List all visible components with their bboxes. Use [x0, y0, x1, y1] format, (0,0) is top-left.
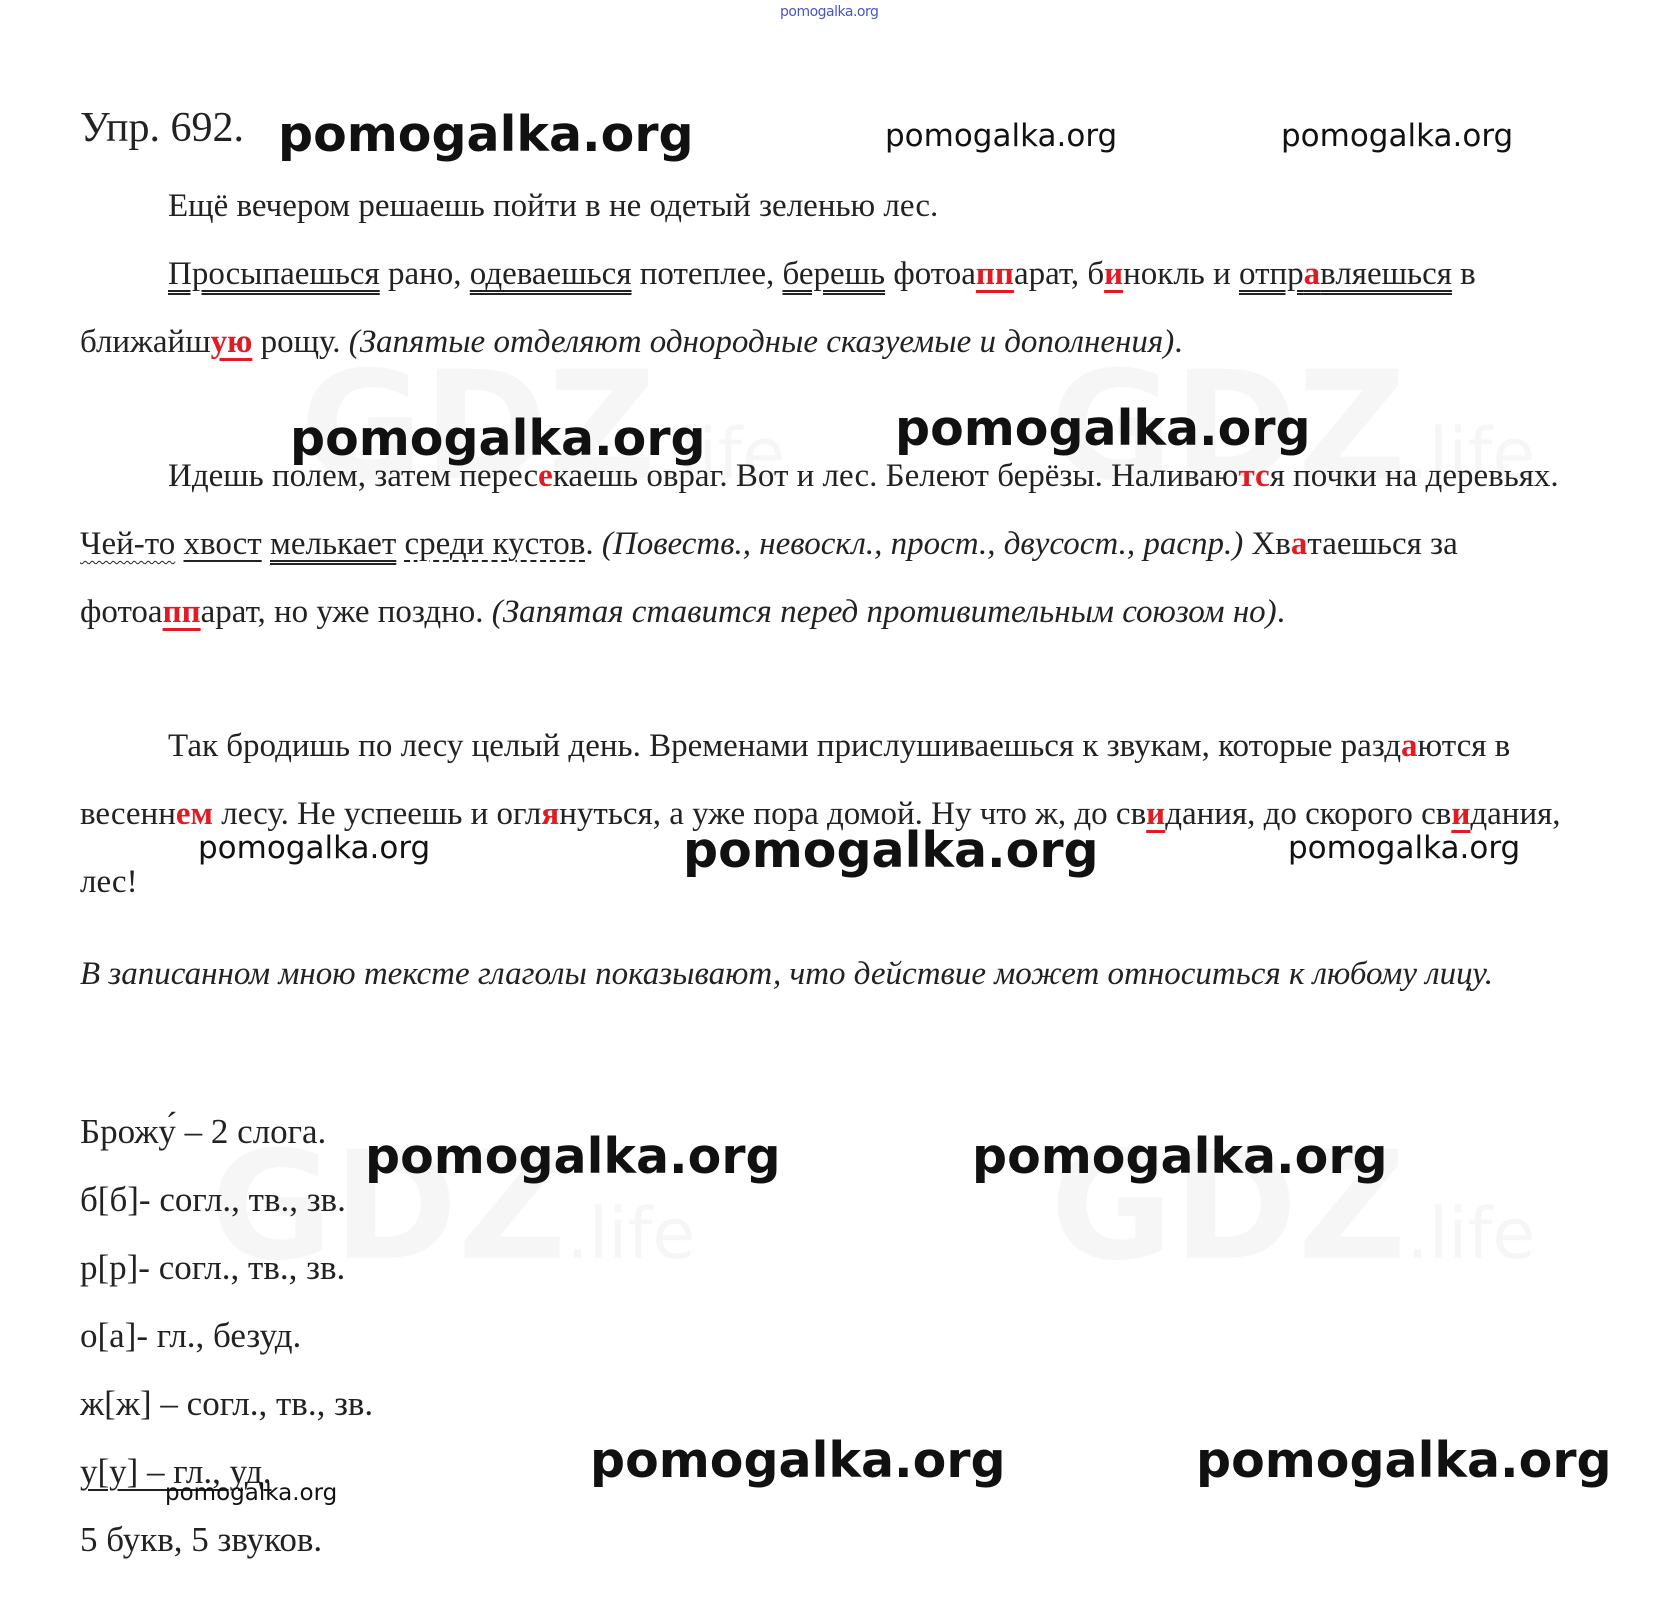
exercise-title: Упр. 692.: [80, 105, 245, 151]
paragraph-2: Просыпаешься рано, одеваешься потеплее, берешь фотоаппарат, бинокль и отправляешься в ближайшую рощу. (Запятые отделяют однородные сказуемые и дополнения).: [80, 256, 1476, 360]
highlight: а: [1401, 728, 1418, 764]
watermark: pomogalka.org: [278, 106, 694, 163]
watermark: pomogalka.org: [165, 1480, 338, 1506]
highlight: ем: [175, 796, 213, 832]
subject: хвост: [183, 526, 262, 562]
paragraph-4: Так бродишь по лесу целый день. Временами прислушиваешься к звукам, которые раздаются в весеннем лесу. Не успеешь и оглянуться, а уже пора домой. Ну что ж, до свидания, до скорого свидания, лес!: [80, 728, 1561, 900]
predicate: берешь: [782, 256, 886, 292]
highlight: и: [1146, 796, 1166, 832]
highlight: а: [1303, 256, 1321, 292]
highlight: а: [1290, 526, 1308, 562]
analysis-word: Брожу́ – 2 слога.: [80, 1112, 327, 1151]
watermark: pomogalka.org: [290, 410, 706, 467]
highlight: пп: [162, 594, 201, 630]
sound-row: ж[ж] – согл., тв., зв.: [80, 1384, 374, 1423]
analysis-summary: 5 букв, 5 звуков.: [80, 1520, 323, 1559]
highlight: тс: [1238, 458, 1270, 494]
predicate: одеваешься: [469, 256, 632, 292]
sound-row: б[б]- согл., тв., зв.: [80, 1180, 346, 1219]
note: (Запятые отделяют однородные сказуемые и дополнения): [348, 324, 1175, 360]
highlight: е: [538, 458, 553, 494]
highlight: ую: [210, 324, 253, 360]
watermark: pomogalka.org: [198, 830, 431, 866]
highlight: я: [541, 796, 560, 832]
note: (Запятая ставится перед противительным союзом но): [491, 594, 1277, 630]
watermark: pomogalka.org: [1288, 830, 1521, 866]
watermark: pomogalka.org: [1281, 118, 1514, 154]
watermark: pomogalka.org: [1196, 1432, 1612, 1489]
watermark: pomogalka.org: [885, 118, 1118, 154]
paragraph-3: Идешь полем, затем пересекаешь овраг. Вот и лес. Белеют берёзы. Наливаются почки на деревьях. Чей-то хвост мелькает среди кустов. (Повеств., невоскл., прост., двусост., распр.) Хватаешься за фотоаппарат, но уже поздно. (Запятая ставится перед противительным союзом но).: [80, 458, 1559, 630]
header-link[interactable]: pomogalka.org: [780, 4, 879, 20]
watermark: pomogalka.org: [365, 1128, 781, 1185]
note: (Повеств., невоскл., прост., двусост., распр.): [601, 526, 1244, 562]
sound-row: р[р]- согл., тв., зв.: [80, 1248, 346, 1287]
highlight: пп: [975, 256, 1014, 292]
paragraph-1: Ещё вечером решаешь пойти в не одетый зеленью лес.: [168, 188, 939, 224]
highlight: и: [1451, 796, 1471, 832]
sound-row: о[а]- гл., безуд.: [80, 1316, 302, 1355]
watermark: pomogalka.org: [590, 1432, 1006, 1489]
watermark: pomogalka.org: [972, 1128, 1388, 1185]
predicate: отправляешься: [1239, 256, 1452, 292]
predicate: мелькает: [269, 526, 397, 562]
conclusion: В записанном мною тексте глаголы показывают, что действие может относиться к любому лицу.: [80, 956, 1494, 992]
sound-row: у[у] – гл., уд.: [80, 1452, 272, 1491]
predicate: Просыпаешься: [168, 256, 380, 292]
watermark: pomogalka.org: [683, 822, 1099, 879]
attribute: Чей-то: [80, 526, 176, 562]
adverbial: среди кустов: [404, 526, 586, 562]
watermark: pomogalka.org: [895, 400, 1311, 457]
highlight: и: [1104, 256, 1124, 292]
